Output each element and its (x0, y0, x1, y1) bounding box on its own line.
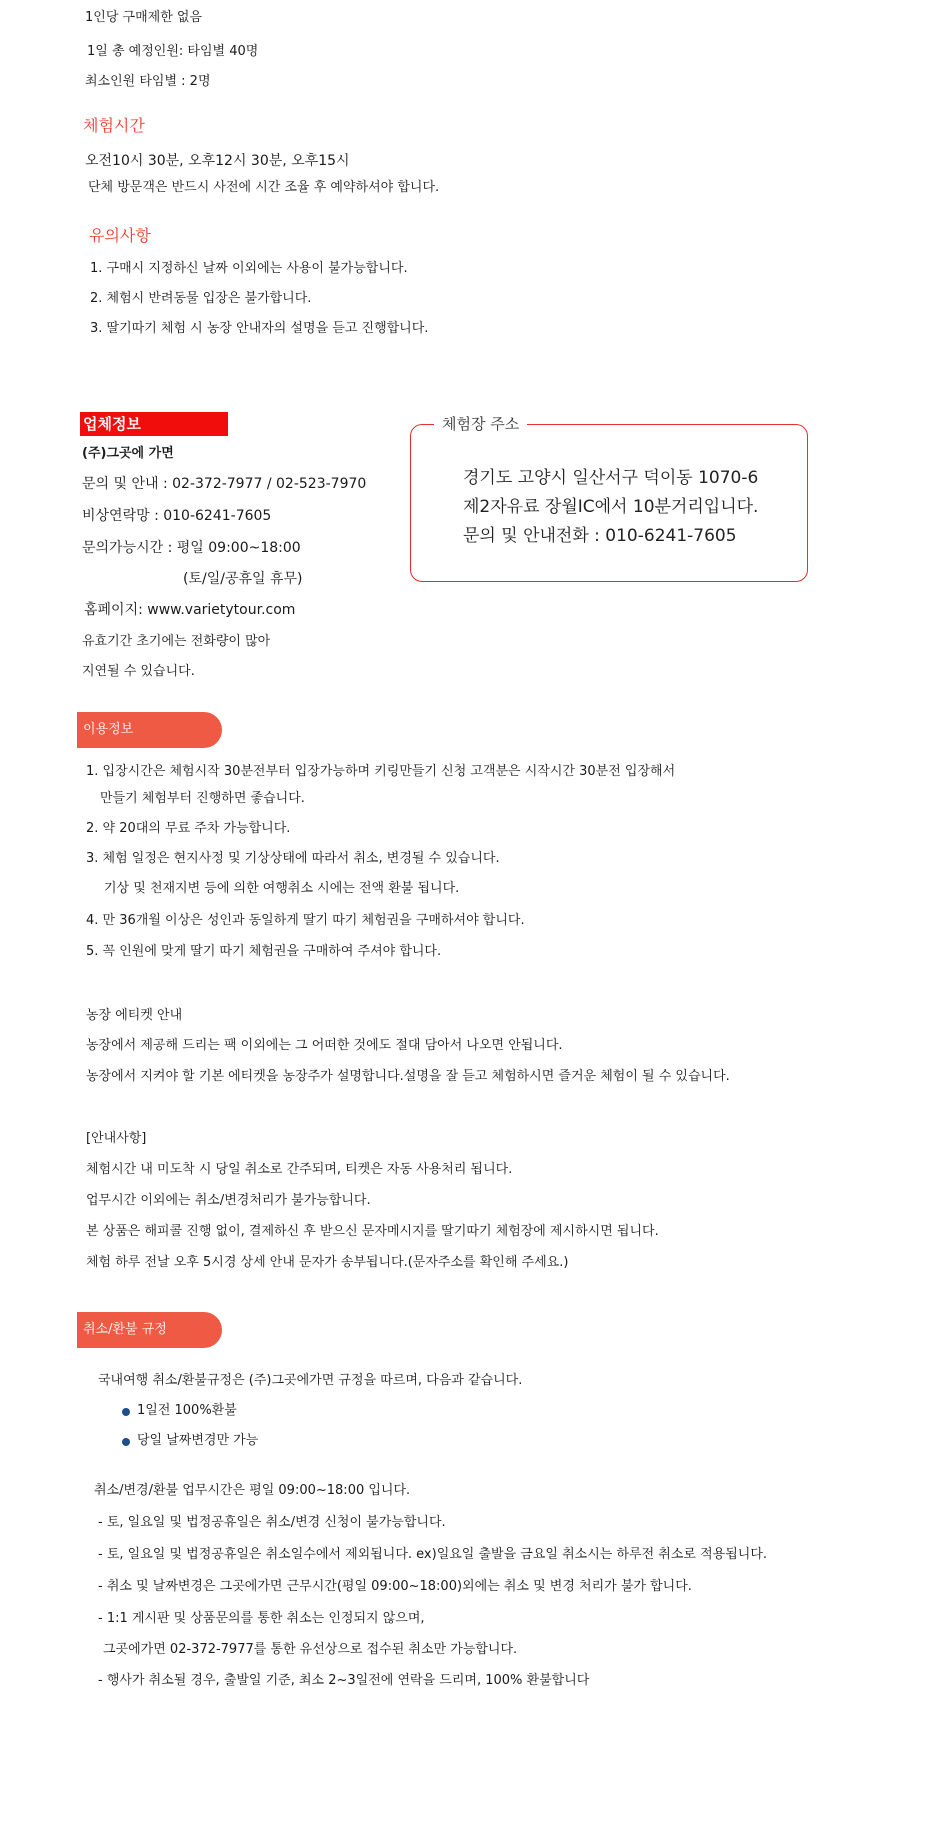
etiquette-heading: 농장 에티켓 안내 (86, 1008, 183, 1023)
notice-heading: [안내사항] (86, 1131, 147, 1146)
refund-line: - 토, 일요일 및 법정공휴일은 취소일수에서 제외됩니다. ex)일요일 출발을 금요일 취소시는 하루전 취소로 적용됩니다. (98, 1547, 768, 1562)
caution-item: 1. 구매시 지정하신 날짜 이외에는 사용이 불가능합니다. (90, 261, 408, 276)
refund-bullet: 1일전 100%환불 (137, 1403, 237, 1418)
refund-line: - 토, 일요일 및 법정공휴일은 취소/변경 신청이 불가능합니다. (98, 1515, 446, 1530)
refund-line: - 행사가 취소될 경우, 출발일 기준, 최소 2~3일전에 연락을 드리며, 100% 환불합니다 (98, 1673, 590, 1688)
cautions-heading: 유의사항 (89, 226, 151, 245)
usage-line: 5. 꼭 인원에 맞게 딸기 따기 체험권을 구매하여 주셔야 합니다. (86, 944, 442, 959)
refund-bullet: 당일 날짜변경만 가능 (137, 1433, 259, 1448)
refund-policy-tag: 취소/환불 규정 (77, 1312, 222, 1348)
delay-notice: 유효기간 초기에는 전화량이 많아 (82, 634, 271, 649)
business-contact: 문의 및 안내 : 02-372-7977 / 02-523-7970 (82, 476, 367, 492)
notice-line: 업무시간 이외에는 취소/변경처리가 불가능합니다. (86, 1193, 371, 1208)
bullet-icon (122, 1408, 130, 1416)
inquiry-hours: 문의가능시간 : 평일 09:00~18:00 (82, 540, 301, 556)
holiday-notice: (토/일/공휴일 휴무) (183, 571, 303, 587)
refund-intro: 국내여행 취소/환불규정은 (주)그곳에가면 규정을 따르며, 다음과 같습니다. (98, 1373, 523, 1388)
business-name: (주)그곳에 가면 (82, 446, 174, 461)
address-phone: 문의 및 안내전화 : 010-6241-7605 (463, 526, 737, 546)
purchase-limit: 1인당 구매제한 없음 (85, 10, 202, 25)
usage-line: 만들기 체험부터 진행하면 좋습니다. (100, 791, 305, 806)
notice-line: 체험시간 내 미도착 시 당일 취소로 간주되며, 티켓은 자동 사용처리 됩니다. (86, 1162, 513, 1177)
experience-time-heading: 체험시간 (83, 116, 145, 135)
usage-line: 4. 만 36개월 이상은 성인과 동일하게 딸기 따기 체험권을 구매하셔야 합니다. (86, 913, 525, 928)
usage-line: 기상 및 천재지변 등에 의한 여행취소 시에는 전액 환불 됩니다. (104, 881, 460, 896)
min-people: 최소인원 타임별 : 2명 (85, 74, 211, 89)
group-notice: 단체 방문객은 반드시 사전에 시간 조율 후 예약하셔야 합니다. (88, 180, 440, 195)
etiquette-line: 농장에서 제공해 드리는 팩 이외에는 그 어떠한 것에도 절대 담아서 나오면 안됩니다. (86, 1038, 563, 1053)
caution-item: 3. 딸기따기 체험 시 농장 안내자의 설명을 듣고 진행합니다. (90, 321, 429, 336)
emergency-contact: 비상연락망 : 010-6241-7605 (82, 508, 272, 524)
usage-info-tag: 이용정보 (77, 712, 222, 748)
address-directions: 제2자유료 장월IC에서 10분거리입니다. (463, 497, 759, 517)
refund-hours: 취소/변경/환불 업무시간은 평일 09:00~18:00 입니다. (94, 1483, 411, 1498)
usage-line: 1. 입장시간은 체험시작 30분전부터 입장가능하며 키링만들기 신청 고객분은 시작시간 30분전 입장해서 (86, 764, 676, 779)
daily-capacity: 1일 총 예정인원: 타임별 40명 (87, 44, 259, 59)
refund-line: 그곳에가면 02-372-7977를 통한 유선상으로 접수된 취소만 가능합니다. (103, 1642, 518, 1657)
caution-item: 2. 체험시 반려동물 입장은 불가합니다. (90, 291, 312, 306)
experience-times: 오전10시 30분, 오후12시 30분, 오후15시 (85, 153, 350, 169)
homepage: 홈페이지: www.varietytour.com (84, 602, 296, 618)
refund-line: - 1:1 게시판 및 상품문의를 통한 취소는 인정되지 않으며, (98, 1611, 425, 1626)
bullet-icon (122, 1438, 130, 1446)
refund-line: - 취소 및 날짜변경은 그곳에가면 근무시간(평일 09:00~18:00)외에는 취소 및 변경 처리가 불가 합니다. (98, 1579, 692, 1594)
notice-line: 본 상품은 해피콜 진행 없이, 결제하신 후 받으신 문자메시지를 딸기따기 체험장에 제시하시면 됩니다. (86, 1224, 659, 1239)
usage-line: 2. 약 20대의 무료 주차 가능합니다. (86, 821, 291, 836)
address-line: 경기도 고양시 일산서구 덕이동 1070-6 (463, 468, 759, 488)
etiquette-line: 농장에서 지켜야 할 기본 에티켓을 농장주가 설명합니다.설명을 잘 듣고 체험하시면 즐거운 체험이 될 수 있습니다. (86, 1069, 730, 1084)
business-info-tag: 업체정보 (80, 412, 228, 436)
delay-notice: 지연될 수 있습니다. (82, 664, 195, 679)
address-title: 체험장 주소 (434, 414, 527, 434)
usage-line: 3. 체험 일정은 현지사정 및 기상상태에 따라서 취소, 변경될 수 있습니다. (86, 851, 500, 866)
notice-line: 체험 하루 전날 오후 5시경 상세 안내 문자가 송부됩니다.(문자주소를 확인해 주세요.) (86, 1255, 569, 1270)
